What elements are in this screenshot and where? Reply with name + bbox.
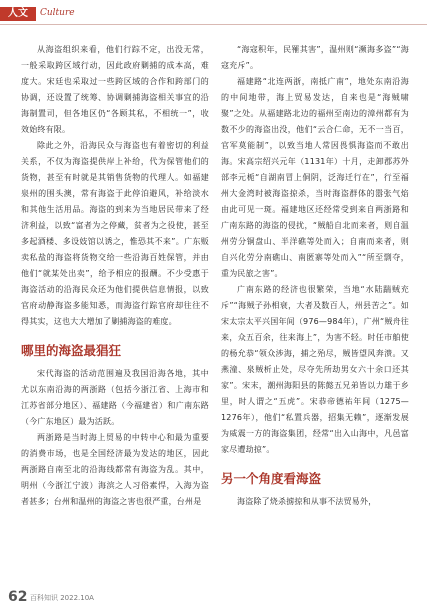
body-paragraph: “海寇积年，民罹其害”，温州则“濒海多盗”“海寇充斥”。 — [221, 45, 409, 70]
page-footer — [0, 584, 427, 615]
left-column — [21, 42, 209, 510]
page-number: 62 — [8, 589, 28, 605]
body-paragraph: 从海盗组织来看，他们行踪不定，出没无常，一般采取跨区域行动，因此政府剿捕的成本高，难度大。宋廷也采取过一些跨区域的合作和跨部门的协调，还设置了统筹、协调剿捕海盗相关事宜的沿海制置司，但各地区仍“各顾其私，不相统一”，收效始终有限。 — [21, 45, 209, 134]
right-column — [221, 42, 409, 510]
body-paragraph: 两浙路是当时海上贸易的中转中心和最为重要的消费市场，也是全国经济最为发达的地区，因此两浙路自南至北的沿海线都常有海盗为乱。其中，明州（今浙江宁波）海滨之人习俗素悍，入海为盗者甚多；台州和温州的海盗之害也很严重，台州是 — [21, 433, 209, 506]
body-paragraph: 宋代海盗的活动范围遍及我国沿海各地，其中尤以东南沿海的两浙路（包括今浙江省、上海市和江苏省部分地区）、福建路（今福建省）和广南东路（今广东地区）最为活跃。 — [21, 369, 209, 426]
section-tag: 人文 — [0, 7, 36, 21]
body-paragraph: 海盗除了烧杀掳掠和从事不法贸易外， — [237, 497, 377, 506]
body-paragraph: 除此之外，沿海民众与海盗也有着密切的利益关系，不仅为海盗提供岸上补给，代为保管他们的货物，甚至有时就是其销售货物的代理人。如福建泉州的围头澳，常有海盗于此停泊避风，补给淡水和其他生活用品。海盗的到来为当地居民带来了经济利益，以致“富者为之停藏，贫者为之役使，甚至多起酒楼、多设妓馆以诱之，惟恐其不来”。广东贩卖私盐的海盗将货物交给一些沿海百姓保管，并由他们“就某处出卖”，给予相应的报酬。不少受惠于海盗活动的沿海民众还为他们提供信息情报，以致官府动静海盗多能知悉，而海盗行踪官府却往往不得其实，这也大大增加了剿捕海盗的难度。 — [21, 141, 209, 326]
section-name-en: Culture — [40, 8, 75, 18]
header-divider — [0, 24, 427, 25]
page-header — [0, 0, 427, 30]
publication-info: 百科知识 2022.10A — [30, 594, 94, 602]
body-paragraph: 广南东路的经济也很繁荣，当地“水陆踹贼充斥”“海贼子孙相衰，大者及数百人，州县苦之”。如宋太宗太平兴国年间（976—984年），广州“贼舟往来，众五百余，往来海上”，为害不轻。时任市舶使的杨允恭“领众涉海，捕之殆尽，贼皆望风奔溃。又燕潼、泉贼析止处，尽夺先所劫男女六十余口还其家”。宋末，潮州海阳县的陈懿五兄弟皆以力雄于乡里，时人谓之“五虎”。宋恭帝德祐年间（1275—1276年），他们“私置兵器，招集无赖”，逐渐发展为威震一方的海盗集团，经常“出入山海中，凡邑富家尽遭劫掠”。 — [221, 285, 409, 454]
body-paragraph: 福建路“北连两浙，南抵广南”，地处东南沿海的中间地带，海上贸易发达，自来也是“海贼啸聚”之处。从福建路北边的福州至南边的漳州都有为数不少的海盗出没，他们“云合仁命，无不一当百，官军莫能制”，以致当地人常因畏惧海盗而不敢出海。宋高宗绍兴元年（1131年）十月，走卸郡苏外部李元栀“自湖南冒上侗阴，泛海迁行在”，行至福州大金湾时被海盗掠杀，当时海盗群体的嚣张气焰由此可见一斑。福建地区还经常受到来自两浙路和广南东路的海盗的侵扰，“贼船自北而来者，则自温州劳分铜盘山、半洋礁等处而入；自南而来者，则自兴化劳分南礁山、南匿寨等处而入”“所至剽夺，重为民旅之害”。 — [221, 77, 409, 278]
section-heading: 另一个角度看海盗 — [221, 471, 322, 486]
section-heading: 哪里的海盗最猖狂 — [21, 343, 122, 358]
